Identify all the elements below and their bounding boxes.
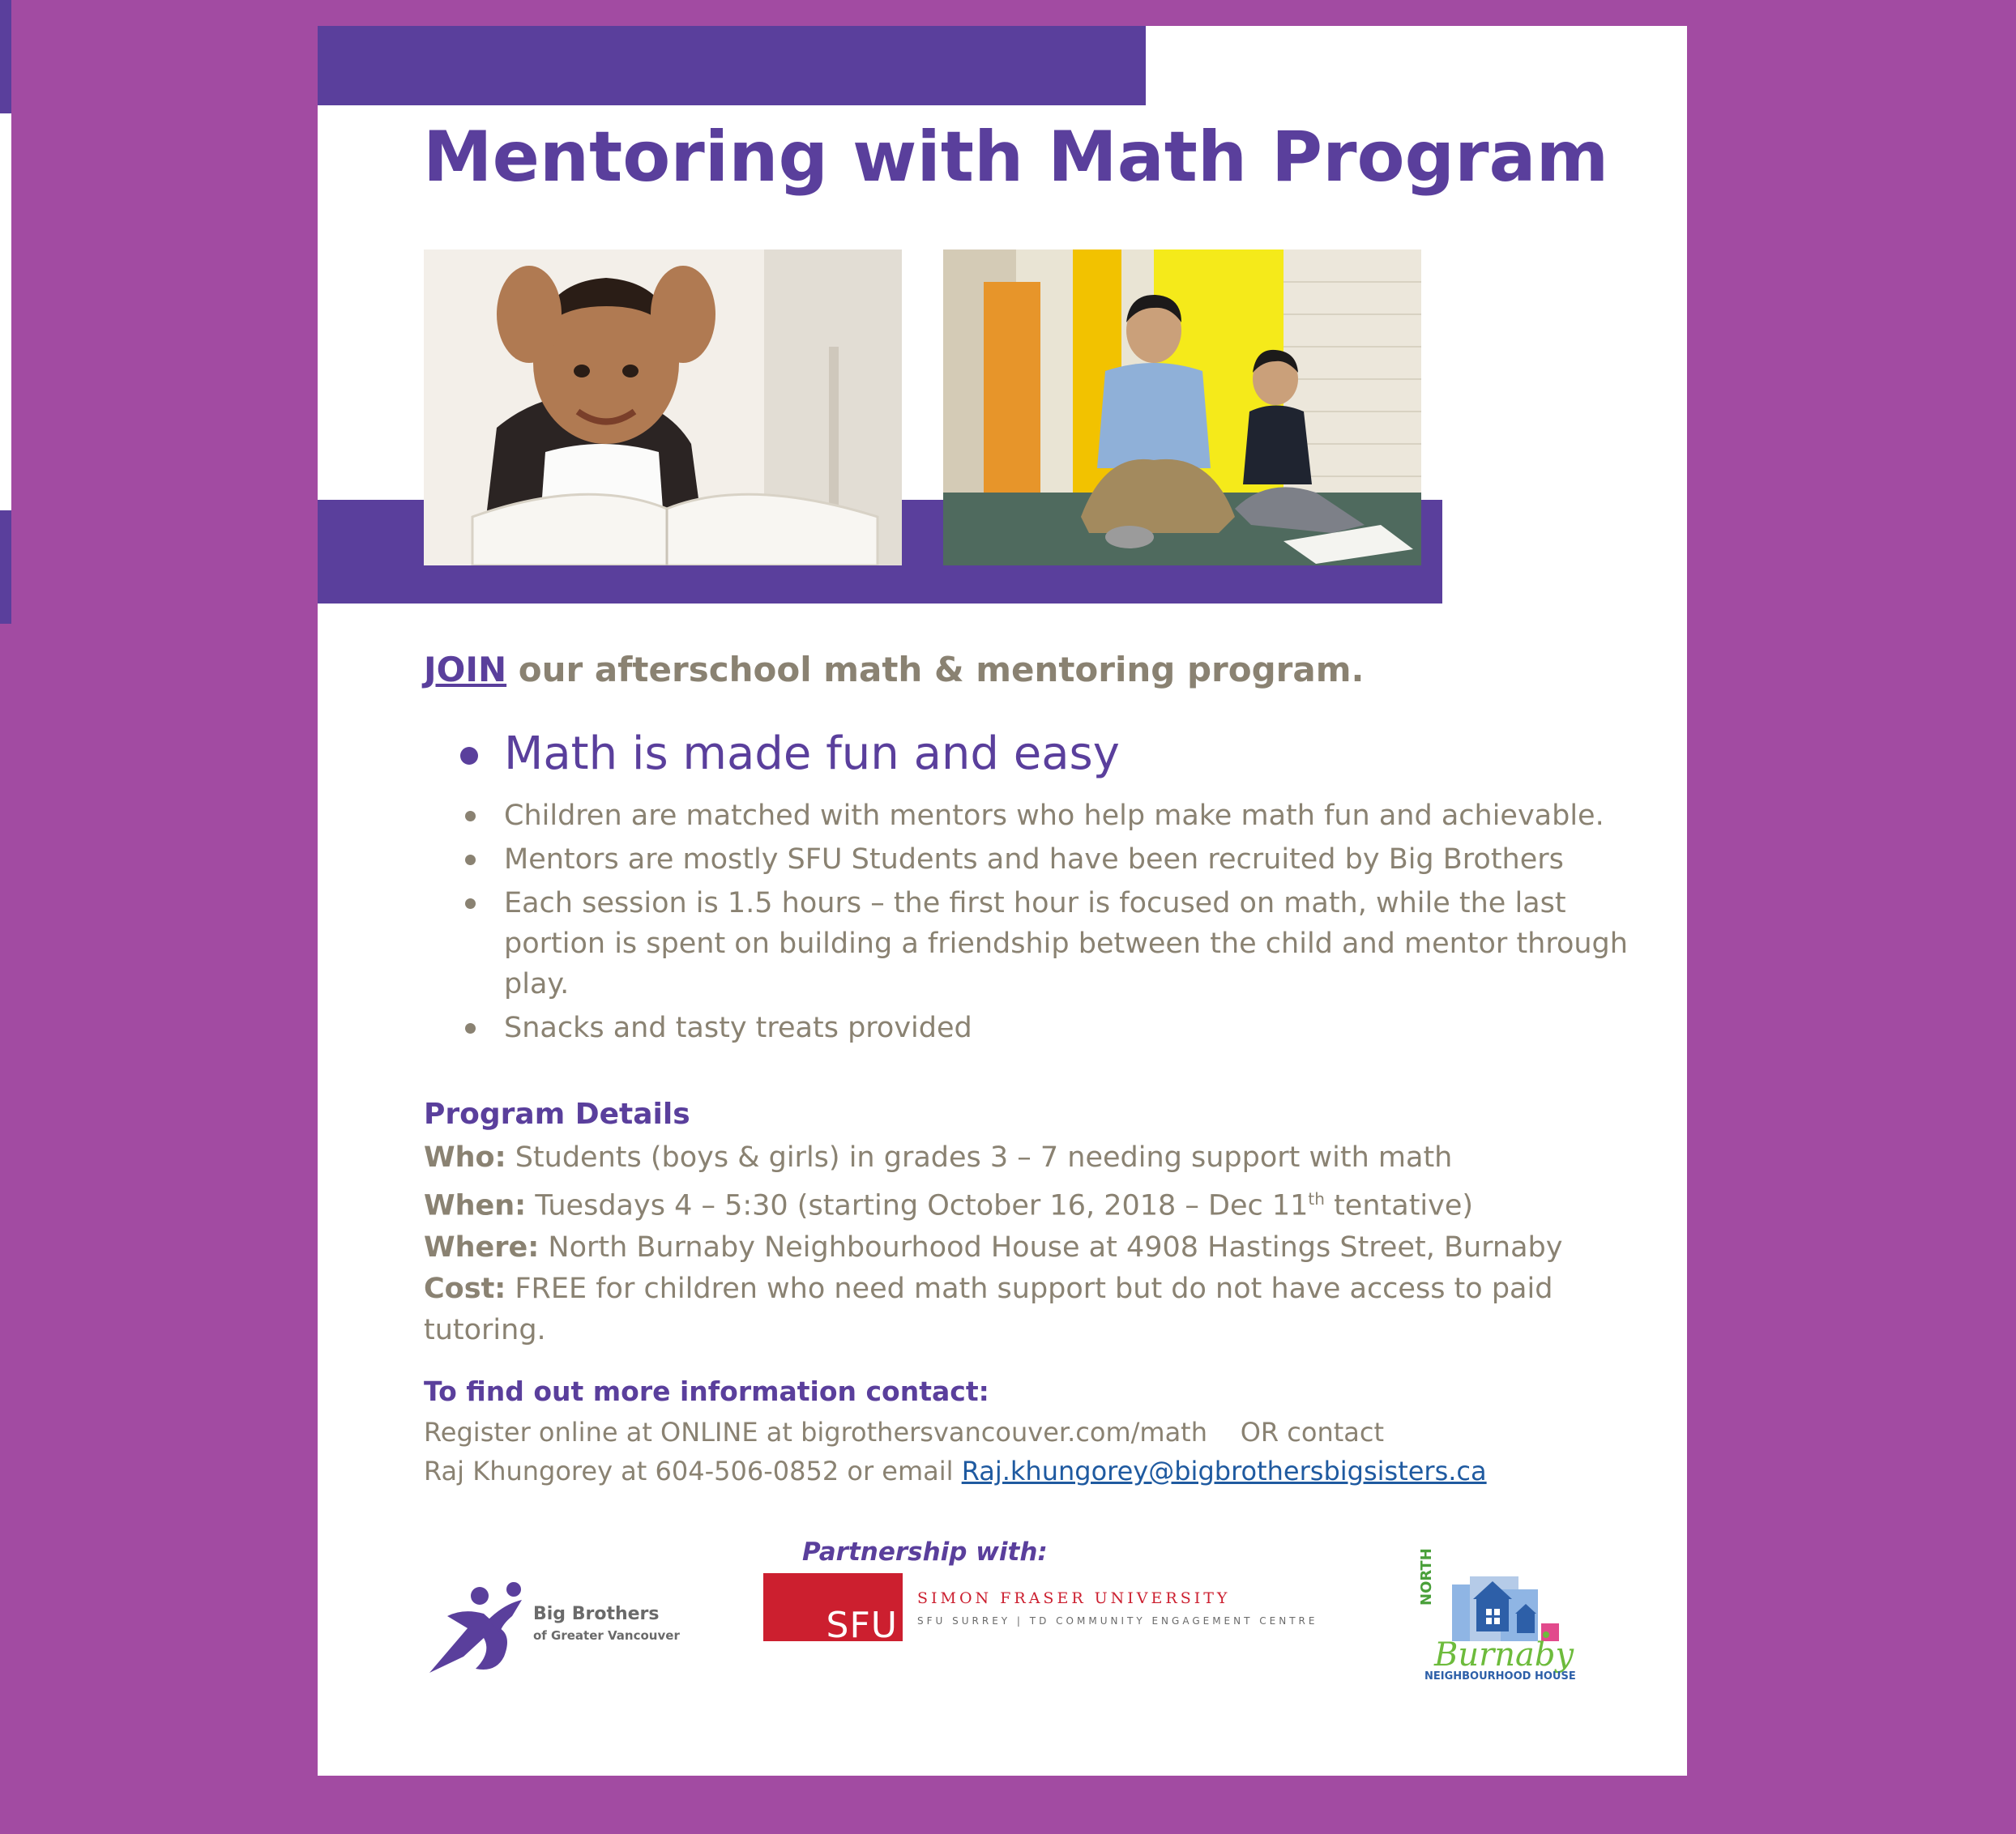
contact-register-line: Register online at ONLINE at bigrothersvancouver.com/math OR contact xyxy=(424,1417,1385,1448)
list-item: Children are matched with mentors who help make math fun and achievable. xyxy=(423,795,1638,836)
detail-when-value: Tuesdays 4 – 5:30 (starting October 16, 2018 – Dec 11 xyxy=(526,1189,1309,1222)
sfu-name: SIMON FRASER UNIVERSITY xyxy=(917,1589,1231,1607)
detail-where-value: North Burnaby Neighbourhood House at 4908 Hastings Street, Burnaby xyxy=(539,1230,1563,1264)
detail-where xyxy=(424,1227,1623,1269)
program-highlights-list xyxy=(423,723,1638,1051)
north-burnaby-neighbourhood-house-logo xyxy=(1418,1548,1590,1687)
big-brothers-figures-icon xyxy=(423,1580,528,1677)
list-item: Snacks and tasty treats provided xyxy=(423,1008,1638,1048)
nb-house-text: NEIGHBOURHOOD HOUSE xyxy=(1424,1670,1576,1683)
sfu-logo xyxy=(763,1573,1347,1670)
contact-email-line xyxy=(424,1452,1623,1491)
contact-email-prefix: Raj Khungorey at 604-506-0852 or email xyxy=(424,1456,962,1486)
list-item-headline: Math is made fun and easy xyxy=(423,723,1638,786)
join-intro xyxy=(424,650,1364,689)
sfu-short: SFU xyxy=(826,1605,898,1646)
detail-when-superscript: th xyxy=(1308,1189,1325,1209)
contact-section xyxy=(424,1371,1623,1491)
big-brothers-name: Big Brothers xyxy=(533,1604,660,1624)
program-details-section xyxy=(424,1092,1623,1351)
left-edge-purple-strip xyxy=(0,0,11,113)
detail-cost-value: FREE for children who need math support but do not have access to paid tutoring. xyxy=(424,1272,1553,1346)
top-purple-band xyxy=(318,26,1146,105)
detail-who-label: Who: xyxy=(424,1141,506,1174)
nb-north-text: NORTH xyxy=(1418,1548,1435,1606)
flyer-page xyxy=(318,26,1687,1776)
list-item: Mentors are mostly SFU Students and have been recruited by Big Brothers xyxy=(423,839,1638,880)
big-brothers-wordmark xyxy=(533,1604,680,1646)
join-link[interactable]: JOIN xyxy=(424,650,507,689)
detail-cost-label: Cost: xyxy=(424,1272,506,1305)
left-edge-purple-strip-lower xyxy=(0,510,11,624)
photo-mentor-and-child xyxy=(943,250,1421,565)
detail-when-value-end: tentative) xyxy=(1324,1189,1474,1222)
left-edge-white-strip xyxy=(0,113,11,510)
big-brothers-subtitle: of Greater Vancouver xyxy=(533,1628,680,1643)
detail-who-value: Students (boys & girls) in grades 3 – 7 needing support with math xyxy=(506,1141,1453,1174)
detail-when xyxy=(424,1179,1623,1227)
big-brothers-logo xyxy=(423,1580,707,1677)
email-link[interactable]: Raj.khungorey@bigbrothersbigsisters.ca xyxy=(961,1456,1487,1486)
sfu-subtitle: SFU SURREY | TD COMMUNITY ENGAGEMENT CENTRE xyxy=(917,1615,1318,1627)
partnership-label: Partnership with: xyxy=(802,1538,1048,1567)
sfu-red-block xyxy=(763,1573,903,1646)
detail-cost xyxy=(424,1269,1623,1351)
detail-when-label: When: xyxy=(424,1189,527,1222)
photo-boy-reading xyxy=(424,250,902,565)
detail-who xyxy=(424,1137,1623,1179)
nb-burnaby-text: Burnaby xyxy=(1434,1636,1574,1674)
contact-heading: To find out more information contact: xyxy=(424,1376,989,1407)
list-item: Each session is 1.5 hours – the first hour is focused on math, while the last portion is spent on building a friendship between the child and mentor through play. xyxy=(423,883,1638,1004)
program-details-heading: Program Details xyxy=(424,1098,690,1131)
detail-where-label: Where: xyxy=(424,1230,540,1264)
join-intro-rest: our afterschool math & mentoring program. xyxy=(506,650,1365,689)
page-title: Mentoring with Math Program xyxy=(423,117,1609,198)
